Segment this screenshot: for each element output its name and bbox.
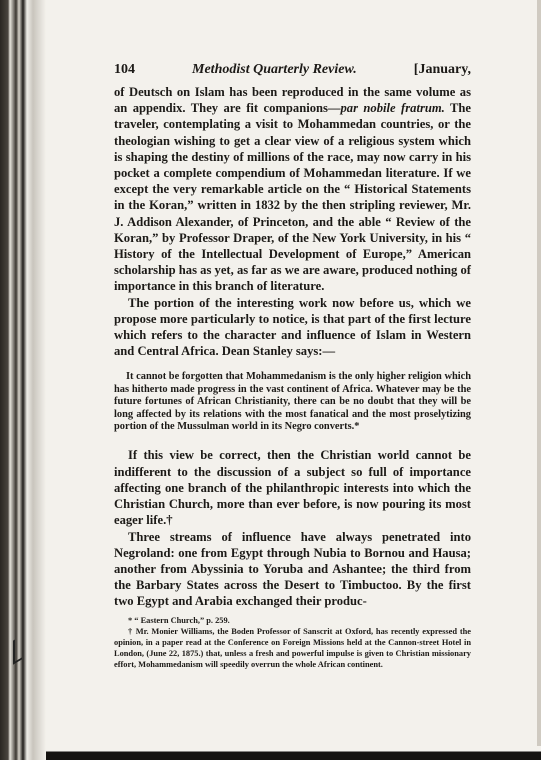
block-quote xyxy=(114,371,471,433)
paragraph-1: of Deutsch on Islam has been reproduced in the same volume as an appendix. They are fit companions—par nobile fratrum. The traveler, contemplating a visit to Mohammedan countries, or the theologian wishing to get a clear view of a religious system which is shaping the destiny of millions of the race, may now carry in his pocket a complete compendium of Mohammedan literature. If we except the very remarkable article on the “ Historical Statements in the Koran,” written in 1832 by the then stripling reviewer, Mr. J. Addison Alexander, of Princeton, and the able “ Review of the Koran,” by Professor Draper, of the New York University, in his “ History of the Intellectual Development of Europe,” American scholarship has as yet, as far as we are aware, produced nothing of importance in this branch of literature. xyxy=(114,85,471,294)
latin-phrase: par nobile fratrum. xyxy=(340,101,445,116)
margin-mark xyxy=(13,635,22,664)
footnote-1: * “ Eastern Church,” p. 259. xyxy=(128,615,230,625)
quote-text: It cannot be forgotten that Mohammedanism is the only higher religion which has hitherto made progress in the vast continent of Africa. Whatever may be the future fortunes of African Christianity, there can be no doubt that they will be long affected by its relations with the most fanatical and the most proselytizing portion of the Mussulman world in its Negro converts.* xyxy=(114,371,471,433)
paragraph-3: If this view be correct, then the Christian world cannot be indifferent to the discussion of a subject so full of importance affecting one branch of the philanthropic interests into which the Christian Church, more than ever before, is now pouring its most eager life.† xyxy=(114,448,471,528)
issue-date: [January, xyxy=(413,62,471,77)
binding-gutter xyxy=(0,0,46,760)
page xyxy=(114,62,471,671)
page-edge xyxy=(537,0,541,760)
running-header xyxy=(114,62,471,78)
journal-title: Methodist Quarterly Review. xyxy=(192,62,357,77)
footnote-2: † Mr. Monier Williams, the Boden Professor of Sanscrit at Oxford, has recently expressed the opinion, in a paper read at the Conference on Foreign Missions held at the Cannon-street Hotel in London, (June 22, 1875.) that, unless a fresh and powerful impulse is given to Christian missionary effort, Mohammedanism will speedily overrun the whole African continent. xyxy=(114,626,471,670)
scan-border xyxy=(46,746,541,760)
page-number: 104 xyxy=(114,62,135,77)
paragraph-2: The portion of the interesting work now before us, which we propose more particularly to notice, is that part of the first lecture which refers to the character and influence of Islam in Western and Central Africa. Dean Stanley says:— xyxy=(114,295,471,359)
article-body xyxy=(114,84,471,610)
footnotes xyxy=(114,615,471,671)
paragraph-4: Three streams of influence have always penetrated into Negroland: one from Egypt through Nubia to Bornou and Hausa; another from Abyssinia to Yoruba and Ashantee; the third from the Barbary States across the Desert to Timbuctoo. By the first two Egypt and Arabia exchanged their produc- xyxy=(114,529,471,609)
